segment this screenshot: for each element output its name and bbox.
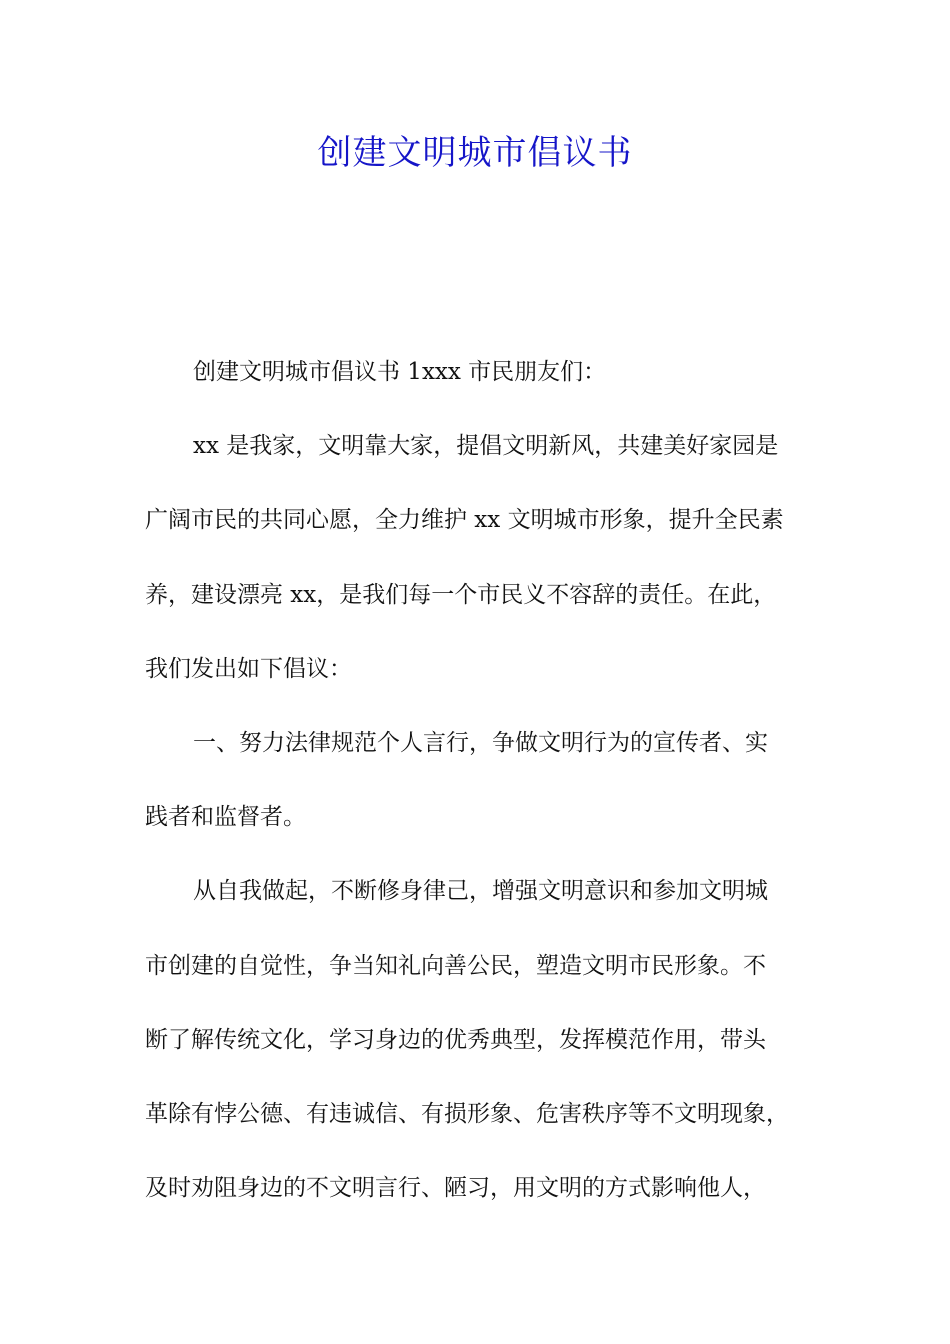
document-body <box>145 335 825 1225</box>
paragraph-line: 及时劝阻身边的不文明言行、陋习，用文明的方式影响他人， <box>145 1175 766 1202</box>
paragraph-line: 革除有悖公德、有违诚信、有损形象、危害秩序等不文明现象， <box>145 1100 789 1127</box>
paragraph-line: 市创建的自觉性，争当知礼向善公民，塑造文明市民形象。不 <box>145 952 766 979</box>
paragraph-line: 养，建设漂亮 xx，是我们每一个市民义不容辞的责任。在此， <box>145 581 777 608</box>
paragraph-line: 从自我做起，不断修身律己，增强文明意识和参加文明城 <box>193 878 768 905</box>
paragraph-line: 一、努力法律规范个人言行，争做文明行为的宣传者、实 <box>193 730 768 757</box>
paragraph-line: xx 是我家，文明靠大家，提倡文明新风，共建美好家园是 <box>193 433 779 460</box>
paragraph-line: 断了解传统文化，学习身边的优秀典型，发挥模范作用，带头 <box>145 1026 766 1053</box>
paragraph-line: 创建文明城市倡议书 1xxx 市民朋友们： <box>193 359 607 386</box>
paragraph-line: 广阔市民的共同心愿，全力维护 xx 文明城市形象，提升全民素 <box>145 507 784 534</box>
paragraph-line: 我们发出如下倡议： <box>145 655 352 682</box>
document-title: 创建文明城市倡议书 <box>317 133 633 173</box>
paragraph-line: 践者和监督者。 <box>145 804 306 831</box>
